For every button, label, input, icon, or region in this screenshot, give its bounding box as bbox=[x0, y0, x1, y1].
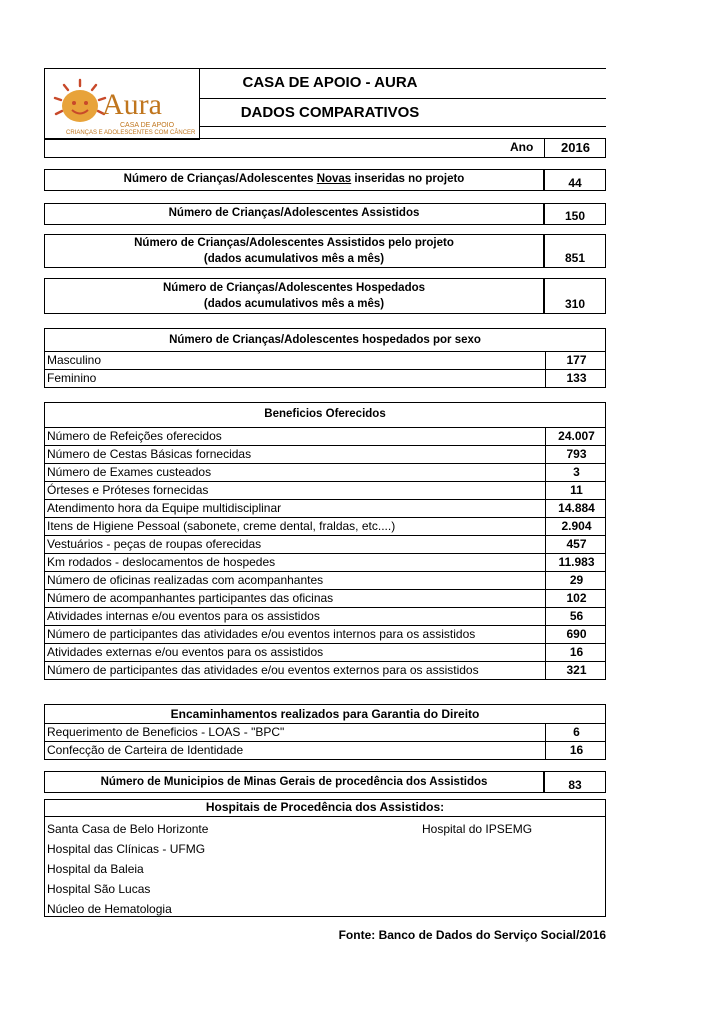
title-line-mid bbox=[200, 98, 606, 99]
row-value: 793 bbox=[545, 445, 607, 464]
row-value: 24.007 bbox=[545, 427, 607, 446]
hospital-left-1: Hospital das Clínicas - UFMG bbox=[47, 842, 206, 856]
hospital-left-0: Santa Casa de Belo Horizonte bbox=[47, 822, 209, 836]
sex-section-title: Número de Crianças/Adolescentes hospedados por sexo bbox=[44, 328, 606, 352]
table-row bbox=[44, 428, 606, 446]
row-label: Itens de Higiene Pessoal (sabonete, creme dental, fraldas, etc....) bbox=[47, 519, 396, 533]
row-value: 6 bbox=[545, 723, 607, 742]
row-label: Requerimento de Beneficios - LOAS - "BPC" bbox=[47, 725, 285, 739]
row-label: Atividades externas e/ou eventos para os assistidos bbox=[47, 645, 324, 659]
logo bbox=[48, 76, 198, 138]
table-row bbox=[44, 590, 606, 608]
table-row bbox=[44, 370, 606, 388]
hospital-right-0: Hospital do IPSEMG bbox=[422, 822, 533, 836]
row-label: Órteses e Próteses fornecidas bbox=[47, 483, 209, 497]
summary-value-cumulative: 851 bbox=[544, 234, 606, 268]
row-label: Número de oficinas realizadas com acompanhantes bbox=[47, 573, 324, 587]
table-row bbox=[44, 446, 606, 464]
hospitals-title-line bbox=[44, 816, 606, 817]
title-line-top bbox=[200, 68, 606, 69]
table-row bbox=[44, 644, 606, 662]
summary-label-new-underline: Novas bbox=[316, 173, 352, 185]
row-value: 16 bbox=[545, 741, 607, 760]
summary-value-new: 44 bbox=[544, 169, 606, 191]
summary-label-new bbox=[44, 173, 544, 185]
table-row bbox=[44, 518, 606, 536]
logo-sub1: CASA DE APOIO bbox=[120, 122, 175, 129]
table-row bbox=[44, 464, 606, 482]
row-label: Feminino bbox=[47, 371, 97, 385]
table-row bbox=[44, 724, 606, 742]
source-note: Fonte: Banco de Dados do Serviço Social/2016 bbox=[338, 928, 606, 942]
summary-label-new-pre: Número de Crianças/Adolescentes bbox=[123, 173, 317, 185]
municipalities-value: 83 bbox=[544, 771, 606, 793]
row-value: 29 bbox=[545, 571, 607, 590]
row-value: 102 bbox=[545, 589, 607, 608]
table-row bbox=[44, 352, 606, 370]
summary-label-hosted-1: Número de Crianças/Adolescentes Hospedados bbox=[162, 282, 426, 294]
year-value: 2016 bbox=[544, 138, 606, 158]
row-label: Número de participantes das atividades e/ou eventos internos para os assistidos bbox=[47, 627, 476, 641]
hospital-left-3: Hospital São Lucas bbox=[47, 882, 151, 896]
row-value: 56 bbox=[545, 607, 607, 626]
summary-label-cumulative-1: Número de Crianças/Adolescentes Assistidos pelo projeto bbox=[134, 237, 454, 249]
row-label: Masculino bbox=[47, 353, 102, 367]
hospitals-title: Hospitais de Procedência dos Assistidos: bbox=[205, 800, 445, 814]
referrals-section-title: Encaminhamentos realizados para Garantia do Direito bbox=[44, 704, 606, 724]
summary-label-assisted: Número de Crianças/Adolescentes Assistidos bbox=[168, 207, 420, 219]
table-row bbox=[44, 554, 606, 572]
row-label: Número de Exames custeados bbox=[47, 465, 212, 479]
row-label: Número de participantes das atividades e/ou eventos externos para os assistidos bbox=[47, 663, 479, 677]
row-value: 11 bbox=[545, 481, 607, 500]
table-row bbox=[44, 742, 606, 760]
summary-value-hosted: 310 bbox=[544, 278, 606, 314]
row-label: Número de acompanhantes participantes das oficinas bbox=[47, 591, 334, 605]
logo-name: Aura bbox=[102, 88, 162, 121]
table-row bbox=[44, 572, 606, 590]
hospital-left-2: Hospital da Baleia bbox=[47, 862, 144, 876]
row-label: Atividades internas e/ou eventos para os assistidos bbox=[47, 609, 320, 623]
table-row bbox=[44, 608, 606, 626]
row-value: 14.884 bbox=[545, 499, 607, 518]
summary-label-cumulative-2: (dados acumulativos mês a mês) bbox=[203, 253, 385, 265]
row-value: 177 bbox=[545, 351, 607, 370]
row-value: 321 bbox=[545, 661, 607, 680]
row-value: 3 bbox=[545, 463, 607, 482]
year-label: Ano bbox=[510, 140, 534, 154]
table-row bbox=[44, 482, 606, 500]
table-row bbox=[44, 626, 606, 644]
municipalities-label: Número de Municipios de Minas Gerais de procedência dos Assistidos bbox=[44, 771, 544, 793]
hospital-left-4: Núcleo de Hematologia bbox=[47, 902, 172, 916]
table-row bbox=[44, 536, 606, 554]
row-label: Atendimento hora da Equipe multidisciplinar bbox=[47, 501, 282, 515]
row-label: Vestuários - peças de roupas oferecidas bbox=[47, 537, 262, 551]
table-row bbox=[44, 500, 606, 518]
benefits-section-title: Beneficios Oferecidos bbox=[44, 402, 606, 428]
table-row bbox=[44, 662, 606, 680]
page-title: CASA DE APOIO - AURA bbox=[242, 74, 418, 91]
summary-label-new-post: inseridas no projeto bbox=[351, 173, 465, 185]
summary-label-hosted-2: (dados acumulativos mês a mês) bbox=[203, 298, 385, 310]
row-value: 690 bbox=[545, 625, 607, 644]
row-label: Confecção de Carteira de Identidade bbox=[47, 743, 244, 757]
row-value: 16 bbox=[545, 643, 607, 662]
page-subtitle: DADOS COMPARATIVOS bbox=[240, 104, 420, 121]
row-value: 2.904 bbox=[545, 517, 607, 536]
summary-value-assisted: 150 bbox=[544, 203, 606, 225]
title-line-low bbox=[200, 126, 606, 127]
row-value: 133 bbox=[545, 369, 607, 388]
logo-sub2: CRIANÇAS E ADOLESCENTES COM CÂNCER bbox=[66, 130, 196, 136]
row-value: 457 bbox=[545, 535, 607, 554]
row-label: Número de Refeições oferecidos bbox=[47, 429, 222, 443]
row-value: 11.983 bbox=[545, 553, 607, 572]
row-label: Número de Cestas Básicas fornecidas bbox=[47, 447, 252, 461]
row-label: Km rodados - deslocamentos de hospedes bbox=[47, 555, 276, 569]
